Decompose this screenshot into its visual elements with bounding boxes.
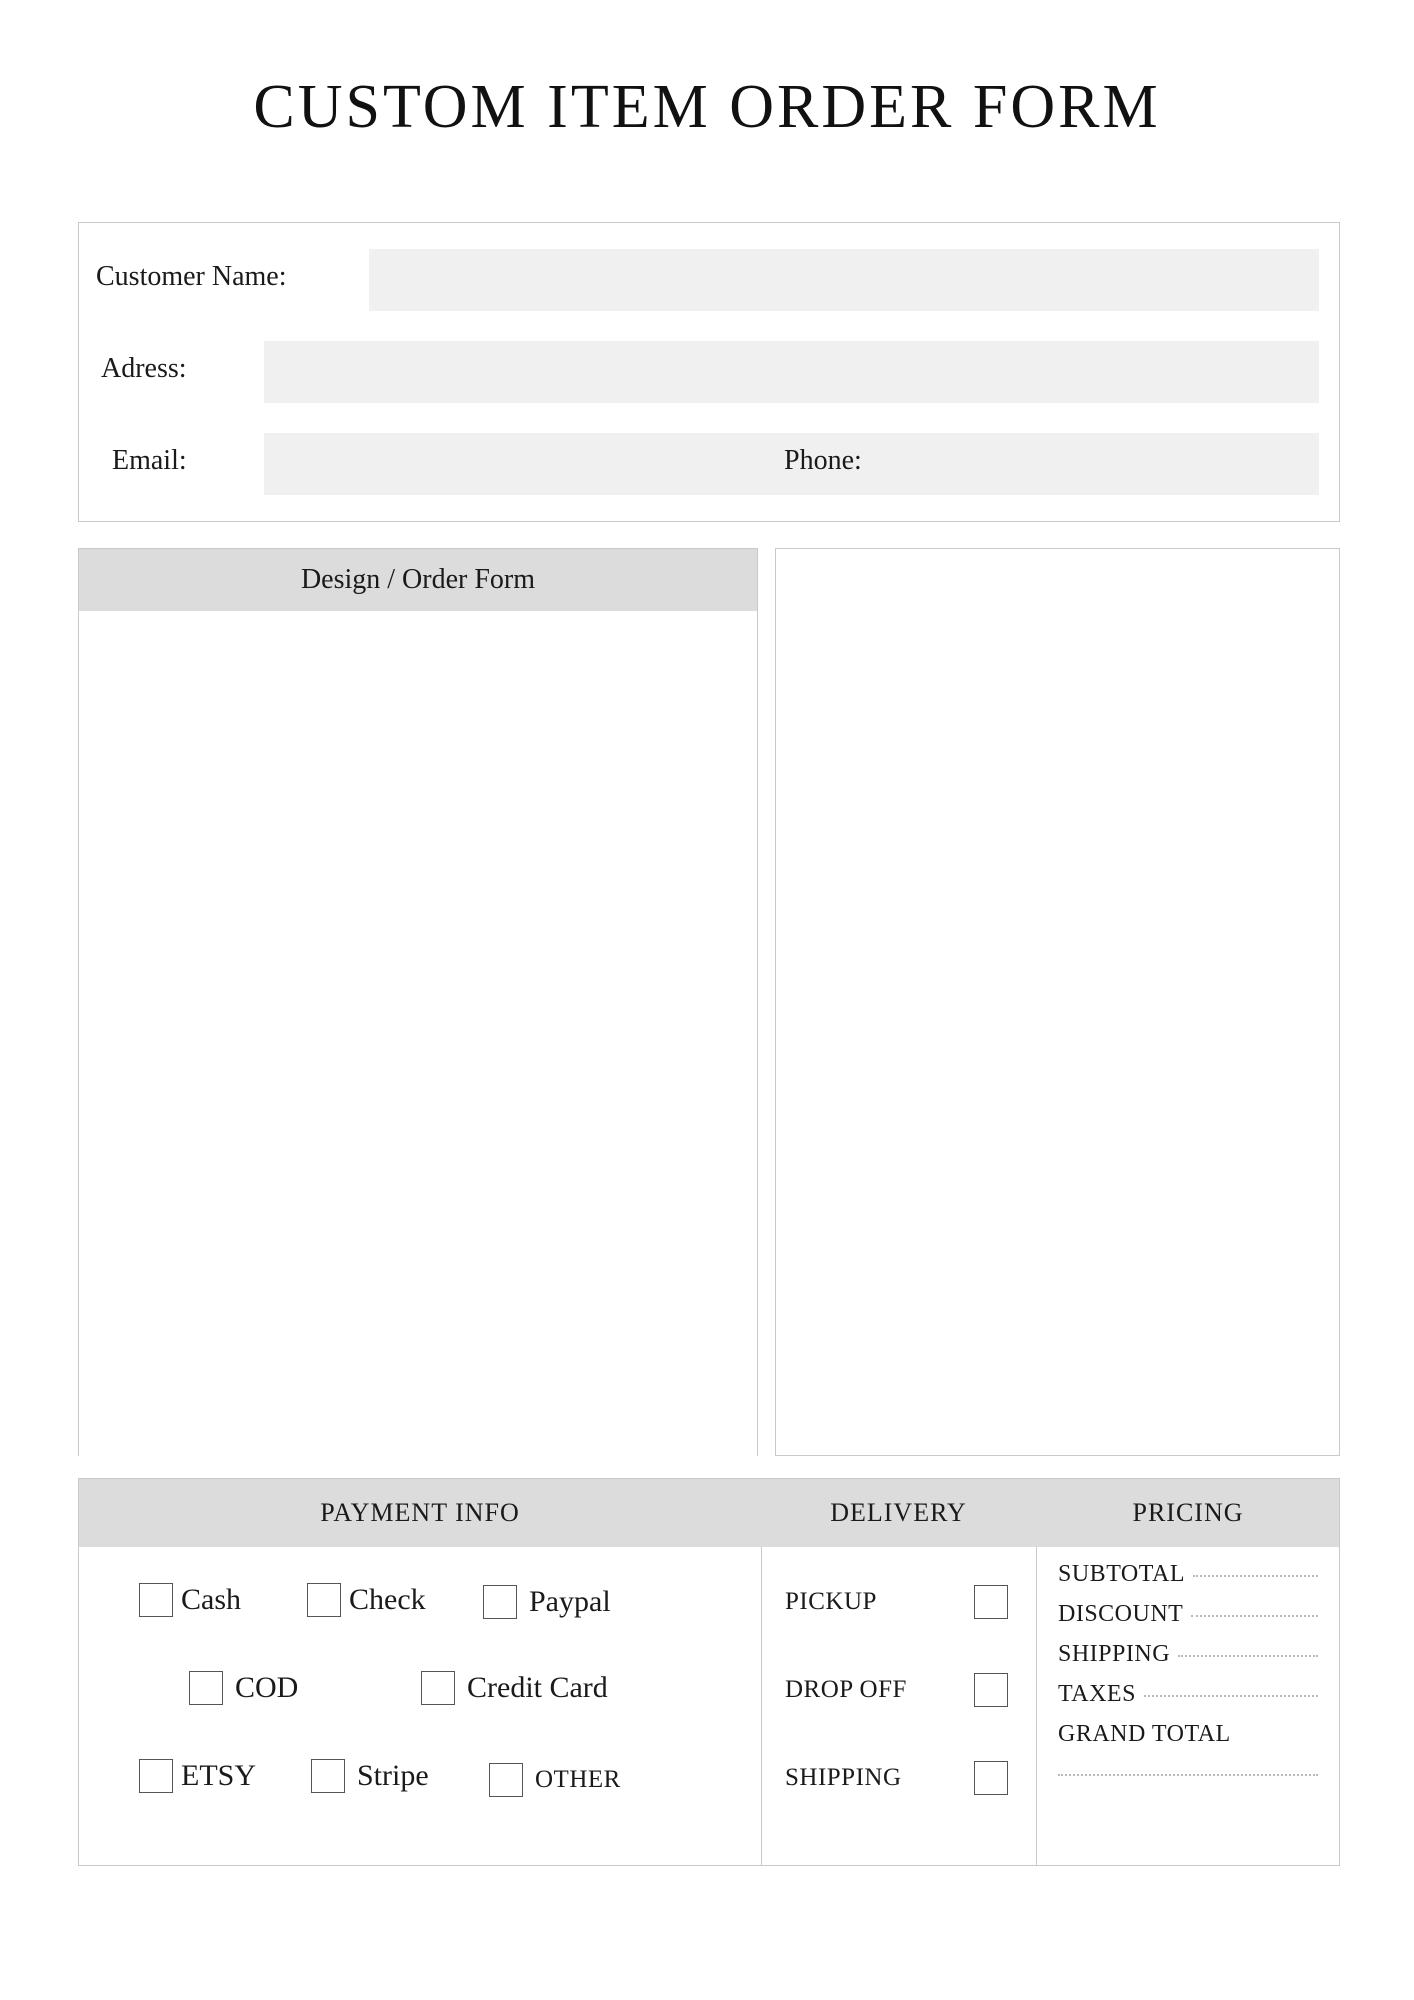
payment-option-check[interactable] [307,1583,426,1617]
pricing-row-value[interactable] [1144,1695,1318,1697]
delivery-header: DELIVERY [830,1498,967,1527]
payment-options-area [79,1547,761,1866]
checkbox-icon[interactable] [307,1583,341,1617]
pricing-row-grand-total [1058,1721,1318,1748]
payment-option-cash[interactable] [139,1583,241,1617]
payment-option-label: OTHER [535,1766,621,1793]
pricing-row-discount [1058,1601,1318,1628]
notes-sketch-panel[interactable] [775,548,1340,1456]
page-title: CUSTOM ITEM ORDER FORM [253,73,1161,141]
payment-option-label: Stripe [357,1759,429,1792]
checkbox-icon[interactable] [974,1761,1008,1795]
delivery-option-drop-off[interactable] [761,1673,1036,1707]
payment-option-etsy[interactable] [139,1759,256,1793]
bottom-section-header [79,1479,1339,1547]
delivery-option-shipping[interactable] [761,1761,1036,1795]
checkbox-icon[interactable] [974,1673,1008,1707]
delivery-option-label: SHIPPING [785,1764,902,1791]
pricing-row-label: SHIPPING [1058,1641,1171,1667]
pricing-row-shipping [1058,1641,1318,1668]
design-order-form-writing-area[interactable] [79,611,757,1457]
bottom-section [78,1478,1340,1866]
pricing-row-label: GRAND TOTAL [1058,1721,1231,1747]
pricing-area [1036,1547,1340,1866]
delivery-option-pickup[interactable] [761,1585,1036,1619]
customer-phone-label: Phone: [784,445,862,476]
customer-info-section [78,222,1340,522]
checkbox-icon[interactable] [421,1671,455,1705]
pricing-row-value[interactable] [1191,1615,1318,1617]
delivery-option-label: PICKUP [785,1588,877,1615]
customer-name-row [79,241,1339,313]
pricing-header: PRICING [1132,1498,1244,1527]
delivery-option-label: DROP OFF [785,1676,907,1703]
checkbox-icon[interactable] [189,1671,223,1705]
customer-email-row [79,425,1339,497]
pricing-row-value[interactable] [1178,1655,1318,1657]
customer-address-label: Adress: [101,353,187,384]
checkbox-icon[interactable] [139,1759,173,1793]
payment-option-other[interactable] [489,1763,621,1797]
pricing-row-subtotal [1058,1561,1318,1588]
payment-option-cod[interactable] [189,1671,298,1705]
checkbox-icon[interactable] [311,1759,345,1793]
payment-option-credit-card[interactable] [421,1671,608,1705]
payment-option-label: ETSY [181,1759,256,1792]
payment-info-header: PAYMENT INFO [320,1498,520,1527]
customer-email-label: Email: [112,445,187,476]
design-order-form-header: Design / Order Form [79,549,757,611]
checkbox-icon[interactable] [139,1583,173,1617]
pricing-row-taxes [1058,1681,1318,1708]
payment-option-stripe[interactable] [311,1759,429,1793]
payment-option-label: COD [235,1671,299,1704]
customer-address-input[interactable] [264,341,1319,403]
customer-name-input[interactable] [369,249,1319,311]
pricing-row-label: TAXES [1058,1681,1136,1707]
delivery-options-area [761,1547,1036,1866]
grand-total-value[interactable] [1058,1774,1318,1776]
customer-address-row [79,333,1339,405]
pricing-row-value[interactable] [1193,1575,1318,1577]
pricing-row-label: DISCOUNT [1058,1601,1184,1627]
checkbox-icon[interactable] [483,1585,517,1619]
payment-option-label: Cash [181,1583,241,1616]
customer-name-label: Customer Name: [96,261,287,292]
pricing-row-label: SUBTOTAL [1058,1561,1185,1587]
checkbox-icon[interactable] [974,1585,1008,1619]
payment-option-label: Credit Card [467,1671,608,1704]
payment-option-label: Paypal [529,1585,611,1618]
checkbox-icon[interactable] [489,1763,523,1797]
design-order-form-panel [78,548,758,1456]
payment-option-label: Check [349,1583,426,1616]
payment-option-paypal[interactable] [483,1585,611,1619]
